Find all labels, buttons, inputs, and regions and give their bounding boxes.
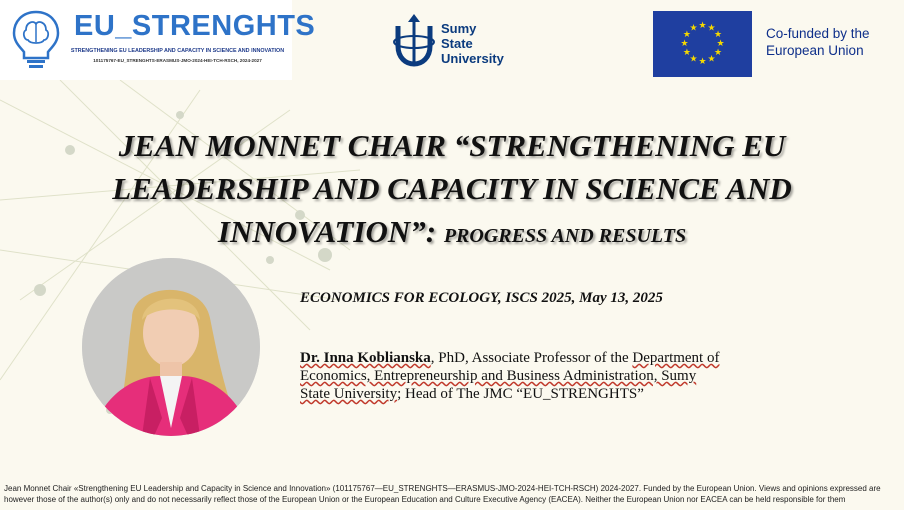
- brand-title: EU_STRENGHTS: [74, 10, 316, 42]
- svg-text:★: ★: [716, 39, 725, 49]
- svg-text:★: ★: [689, 23, 698, 34]
- svg-text:★: ★: [682, 48, 691, 58]
- svg-text:★: ★: [680, 39, 689, 49]
- footer-disclaimer: Jean Monnet Chair «Strengthening EU Leadership and Capacity in Science and Innovation» (101175767—EU_STRENGHTS—ERASMUS-JMO-2024-HEI-TCH-RSCH) 2024-2027. Funded by the European Union. Views and opinions expressed are however those of the author(s) only and do not necessarily reflect those of the European Union or the European Education and Culture Executive Agency (EACEA). Neither the European Union nor EACEA can be held responsible for them: [4, 484, 881, 504]
- eu-line-2: European Union: [766, 42, 864, 58]
- svg-text:★: ★: [714, 30, 723, 40]
- svg-text:★: ★: [714, 48, 723, 58]
- sumy-state-university-logo-icon: [390, 12, 438, 70]
- speaker-name-text: Dr. Inna Koblianska: [300, 350, 431, 366]
- eu-flag-icon: [653, 11, 752, 77]
- svg-text:★: ★: [707, 23, 716, 34]
- svg-text:★: ★: [698, 21, 707, 31]
- svg-text:★: ★: [698, 57, 707, 67]
- svg-text:★: ★: [689, 54, 698, 65]
- event-info: ECONOMICS FOR ECOLOGY, ISCS 2025, May 13, 2025: [300, 290, 663, 306]
- svg-text:★: ★: [682, 30, 691, 40]
- title-sub: PROGRESS AND RESULTS: [443, 225, 687, 247]
- speaker-photo: [82, 258, 260, 436]
- speaker-department: Department of Economics, Entrepreneurship and Business Administration, Sumy State University: [300, 350, 720, 402]
- project-logo-block: [0, 0, 316, 80]
- brand-subtitle-text: STRENGTHENING EU LEADERSHIP AND CAPACITY IN SCIENCE AND INNOVATION: [70, 48, 285, 54]
- svg-text:★: ★: [707, 54, 716, 65]
- university-line-1: Sumy: [441, 21, 477, 36]
- speaker-name: [300, 350, 431, 366]
- eu-line-1: Co-funded by the: [766, 26, 870, 41]
- speaker-details-1: , PhD, Associate Professor of the: [430, 350, 633, 366]
- university-name: [441, 22, 504, 67]
- brand-project-code: 101175767-EU_STRENGHTS-ERASMUS-JMO-2024-HEI-TCH-RSCH, 2024-2027: [93, 58, 262, 64]
- lightbulb-brain-icon: [10, 8, 62, 72]
- eu-stars-icon: [653, 11, 752, 77]
- university-line-2: State: [441, 35, 473, 51]
- speaker-portrait-image: [82, 258, 260, 436]
- speaker-bio: [300, 349, 720, 403]
- university-line-3: University: [441, 50, 504, 66]
- brand-subtitle: [70, 48, 285, 64]
- speaker-details-2: ; Head of The JMC “EU_STRENGHTS”: [397, 386, 644, 402]
- title-main: JEAN MONNET CHAIR “STRENGTHENING EU LEADERSHIP AND CAPACITY IN SCIENCE AND INNOVATION”:: [112, 128, 792, 249]
- presentation-title: [30, 124, 874, 258]
- eu-cofunded-label: [766, 26, 870, 60]
